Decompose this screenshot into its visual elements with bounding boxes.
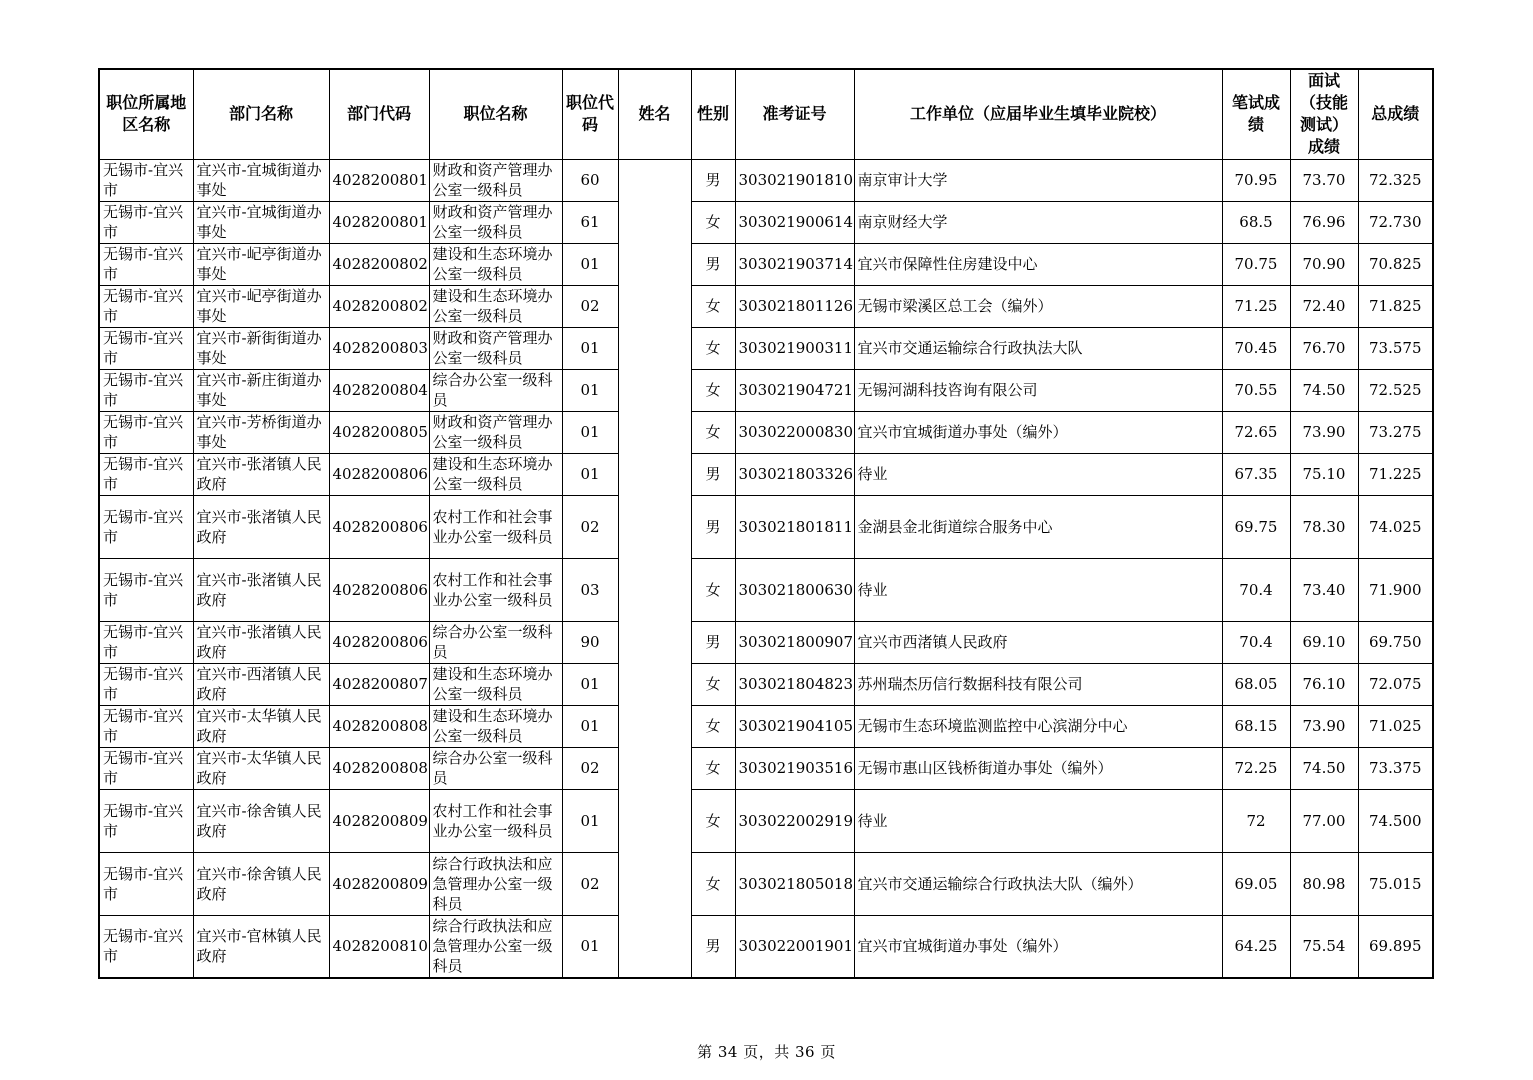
- cell-exam-no: 303022002919: [735, 789, 854, 852]
- cell-written: 64.25: [1222, 915, 1290, 978]
- cell-gender: 女: [691, 789, 735, 852]
- cell-total: 71.900: [1358, 558, 1433, 621]
- header-dept: 部门名称: [193, 69, 329, 159]
- cell-position: 综合行政执法和应急管理办公室一级科员: [429, 915, 562, 978]
- cell-interview: 70.90: [1290, 243, 1358, 285]
- table-row: [99, 705, 1433, 747]
- cell-gender: 女: [691, 201, 735, 243]
- table-row: [99, 453, 1433, 495]
- cell-total: 74.500: [1358, 789, 1433, 852]
- cell-region: 无锡市-宜兴市: [99, 705, 193, 747]
- cell-region: 无锡市-宜兴市: [99, 663, 193, 705]
- cell-employer: 无锡市梁溪区总工会（编外）: [854, 285, 1222, 327]
- cell-exam-no: 303021801811: [735, 495, 854, 558]
- cell-exam-no: 303021900311: [735, 327, 854, 369]
- cell-pos-code: 02: [562, 852, 618, 915]
- cell-pos-code: 03: [562, 558, 618, 621]
- cell-dept-code: 4028200805: [329, 411, 429, 453]
- cell-pos-code: 01: [562, 705, 618, 747]
- cell-position: 建设和生态环境办公室一级科员: [429, 453, 562, 495]
- cell-exam-no: 303022001901: [735, 915, 854, 978]
- cell-dept-code: 4028200809: [329, 852, 429, 915]
- cell-position: 综合行政执法和应急管理办公室一级科员: [429, 852, 562, 915]
- cell-dept-code: 4028200804: [329, 369, 429, 411]
- cell-region: 无锡市-宜兴市: [99, 285, 193, 327]
- table-row: [99, 327, 1433, 369]
- cell-pos-code: 02: [562, 747, 618, 789]
- cell-dept-code: 4028200808: [329, 705, 429, 747]
- cell-pos-code: 61: [562, 201, 618, 243]
- cell-dept: 宜兴市-太华镇人民政府: [193, 747, 329, 789]
- cell-written: 70.55: [1222, 369, 1290, 411]
- cell-region: 无锡市-宜兴市: [99, 558, 193, 621]
- cell-dept: 宜兴市-芳桥街道办事处: [193, 411, 329, 453]
- cell-total: 72.730: [1358, 201, 1433, 243]
- cell-dept: 宜兴市-屺亭街道办事处: [193, 243, 329, 285]
- cell-pos-code: 02: [562, 495, 618, 558]
- cell-employer: 无锡河湖科技咨询有限公司: [854, 369, 1222, 411]
- cell-region: 无锡市-宜兴市: [99, 243, 193, 285]
- cell-written: 68.15: [1222, 705, 1290, 747]
- cell-written: 67.35: [1222, 453, 1290, 495]
- cell-dept-code: 4028200801: [329, 159, 429, 201]
- cell-interview: 76.10: [1290, 663, 1358, 705]
- cell-pos-code: 01: [562, 789, 618, 852]
- cell-written: 69.05: [1222, 852, 1290, 915]
- cell-position: 财政和资产管理办公室一级科员: [429, 159, 562, 201]
- table-row: [99, 663, 1433, 705]
- cell-region: 无锡市-宜兴市: [99, 621, 193, 663]
- cell-dept-code: 4028200806: [329, 453, 429, 495]
- cell-employer: 待业: [854, 558, 1222, 621]
- cell-written: 72: [1222, 789, 1290, 852]
- cell-exam-no: 303021901810: [735, 159, 854, 201]
- cell-dept: 宜兴市-屺亭街道办事处: [193, 285, 329, 327]
- cell-position: 农村工作和社会事业办公室一级科员: [429, 558, 562, 621]
- header-row: [99, 69, 1433, 159]
- cell-exam-no: 303021803326: [735, 453, 854, 495]
- cell-total: 73.275: [1358, 411, 1433, 453]
- cell-total: 72.075: [1358, 663, 1433, 705]
- cell-position: 财政和资产管理办公室一级科员: [429, 327, 562, 369]
- cell-dept: 宜兴市-张渚镇人民政府: [193, 621, 329, 663]
- cell-employer: 南京审计大学: [854, 159, 1222, 201]
- cell-interview: 73.90: [1290, 705, 1358, 747]
- cell-dept-code: 4028200803: [329, 327, 429, 369]
- cell-interview: 74.50: [1290, 747, 1358, 789]
- results-table: [98, 68, 1434, 979]
- cell-position: 建设和生态环境办公室一级科员: [429, 705, 562, 747]
- table-row: [99, 852, 1433, 915]
- cell-exam-no: 303022000830: [735, 411, 854, 453]
- cell-exam-no: 303021804823: [735, 663, 854, 705]
- cell-exam-no: 303021904721: [735, 369, 854, 411]
- header-gender: 性别: [691, 69, 735, 159]
- cell-total: 71.025: [1358, 705, 1433, 747]
- cell-dept: 宜兴市-宜城街道办事处: [193, 201, 329, 243]
- cell-position: 建设和生态环境办公室一级科员: [429, 243, 562, 285]
- cell-total: 72.325: [1358, 159, 1433, 201]
- cell-pos-code: 01: [562, 453, 618, 495]
- table-row: [99, 558, 1433, 621]
- cell-written: 71.25: [1222, 285, 1290, 327]
- cell-employer: 宜兴市宜城街道办事处（编外）: [854, 915, 1222, 978]
- cell-region: 无锡市-宜兴市: [99, 369, 193, 411]
- cell-dept-code: 4028200806: [329, 558, 429, 621]
- cell-dept: 宜兴市-张渚镇人民政府: [193, 495, 329, 558]
- cell-interview: 77.00: [1290, 789, 1358, 852]
- cell-exam-no: 303021800907: [735, 621, 854, 663]
- cell-region: 无锡市-宜兴市: [99, 789, 193, 852]
- cell-total: 69.750: [1358, 621, 1433, 663]
- cell-total: 71.825: [1358, 285, 1433, 327]
- cell-region: 无锡市-宜兴市: [99, 201, 193, 243]
- cell-exam-no: 303021900614: [735, 201, 854, 243]
- table-row: [99, 201, 1433, 243]
- table-body: [99, 159, 1433, 978]
- cell-gender: 女: [691, 705, 735, 747]
- cell-region: 无锡市-宜兴市: [99, 495, 193, 558]
- cell-pos-code: 90: [562, 621, 618, 663]
- cell-interview: 69.10: [1290, 621, 1358, 663]
- cell-employer: 苏州瑞杰历信行数据科技有限公司: [854, 663, 1222, 705]
- header-written: 笔试成绩: [1222, 69, 1290, 159]
- cell-dept-code: 4028200806: [329, 495, 429, 558]
- cell-written: 70.45: [1222, 327, 1290, 369]
- cell-exam-no: 303021904105: [735, 705, 854, 747]
- cell-dept: 宜兴市-太华镇人民政府: [193, 705, 329, 747]
- cell-written: 70.4: [1222, 621, 1290, 663]
- cell-gender: 男: [691, 495, 735, 558]
- cell-position: 综合办公室一级科员: [429, 621, 562, 663]
- header-exam-no: 准考证号: [735, 69, 854, 159]
- cell-region: 无锡市-宜兴市: [99, 852, 193, 915]
- cell-written: 70.95: [1222, 159, 1290, 201]
- cell-dept-code: 4028200810: [329, 915, 429, 978]
- cell-dept: 宜兴市-新街街道办事处: [193, 327, 329, 369]
- cell-employer: 金湖县金北街道综合服务中心: [854, 495, 1222, 558]
- table-row: [99, 495, 1433, 558]
- cell-employer: 待业: [854, 453, 1222, 495]
- cell-total: 75.015: [1358, 852, 1433, 915]
- cell-total: 71.225: [1358, 453, 1433, 495]
- table-row: [99, 747, 1433, 789]
- cell-gender: 男: [691, 915, 735, 978]
- cell-interview: 73.90: [1290, 411, 1358, 453]
- cell-exam-no: 303021805018: [735, 852, 854, 915]
- cell-exam-no: 303021903714: [735, 243, 854, 285]
- cell-dept: 宜兴市-张渚镇人民政府: [193, 558, 329, 621]
- cell-dept-code: 4028200801: [329, 201, 429, 243]
- header-region: 职位所属地区名称: [99, 69, 193, 159]
- cell-interview: 78.30: [1290, 495, 1358, 558]
- cell-interview: 75.10: [1290, 453, 1358, 495]
- cell-interview: 72.40: [1290, 285, 1358, 327]
- cell-employer: 宜兴市交通运输综合行政执法大队: [854, 327, 1222, 369]
- table-row: [99, 411, 1433, 453]
- cell-pos-code: 01: [562, 663, 618, 705]
- cell-region: 无锡市-宜兴市: [99, 453, 193, 495]
- cell-dept-code: 4028200802: [329, 285, 429, 327]
- cell-dept: 宜兴市-官林镇人民政府: [193, 915, 329, 978]
- cell-region: 无锡市-宜兴市: [99, 747, 193, 789]
- cell-position: 财政和资产管理办公室一级科员: [429, 411, 562, 453]
- cell-interview: 76.96: [1290, 201, 1358, 243]
- cell-written: 68.05: [1222, 663, 1290, 705]
- cell-gender: 女: [691, 747, 735, 789]
- cell-total: 73.575: [1358, 327, 1433, 369]
- cell-interview: 74.50: [1290, 369, 1358, 411]
- cell-written: 72.65: [1222, 411, 1290, 453]
- cell-gender: 男: [691, 159, 735, 201]
- cell-total: 73.375: [1358, 747, 1433, 789]
- table-row: [99, 621, 1433, 663]
- cell-gender: 男: [691, 243, 735, 285]
- cell-gender: 女: [691, 285, 735, 327]
- cell-interview: 73.70: [1290, 159, 1358, 201]
- table-row: [99, 159, 1433, 201]
- header-total: 总成绩: [1358, 69, 1433, 159]
- cell-employer: 宜兴市西渚镇人民政府: [854, 621, 1222, 663]
- cell-dept-code: 4028200807: [329, 663, 429, 705]
- table-row: [99, 243, 1433, 285]
- header-employer: 工作单位（应届毕业生填毕业院校）: [854, 69, 1222, 159]
- cell-position: 财政和资产管理办公室一级科员: [429, 201, 562, 243]
- cell-dept-code: 4028200806: [329, 621, 429, 663]
- cell-employer: 无锡市惠山区钱桥街道办事处（编外）: [854, 747, 1222, 789]
- header-dept-code: 部门代码: [329, 69, 429, 159]
- cell-region: 无锡市-宜兴市: [99, 915, 193, 978]
- cell-region: 无锡市-宜兴市: [99, 411, 193, 453]
- cell-position: 建设和生态环境办公室一级科员: [429, 663, 562, 705]
- cell-dept-code: 4028200802: [329, 243, 429, 285]
- cell-written: 70.4: [1222, 558, 1290, 621]
- cell-interview: 73.40: [1290, 558, 1358, 621]
- cell-gender: 女: [691, 411, 735, 453]
- header-pos-code: 职位代码: [562, 69, 618, 159]
- cell-written: 69.75: [1222, 495, 1290, 558]
- header-interview: 面试（技能测试）成绩: [1290, 69, 1358, 159]
- cell-dept: 宜兴市-西渚镇人民政府: [193, 663, 329, 705]
- header-position: 职位名称: [429, 69, 562, 159]
- page-footer: 第 34 页，共 36 页: [697, 1043, 836, 1061]
- cell-total: 70.825: [1358, 243, 1433, 285]
- cell-written: 70.75: [1222, 243, 1290, 285]
- cell-dept: 宜兴市-宜城街道办事处: [193, 159, 329, 201]
- cell-written: 68.5: [1222, 201, 1290, 243]
- table-row: [99, 369, 1433, 411]
- cell-pos-code: 60: [562, 159, 618, 201]
- cell-gender: 男: [691, 453, 735, 495]
- table-row: [99, 285, 1433, 327]
- cell-total: 74.025: [1358, 495, 1433, 558]
- cell-gender: 男: [691, 621, 735, 663]
- cell-exam-no: 303021801126: [735, 285, 854, 327]
- cell-region: 无锡市-宜兴市: [99, 327, 193, 369]
- cell-position: 农村工作和社会事业办公室一级科员: [429, 495, 562, 558]
- cell-employer: 宜兴市交通运输综合行政执法大队（编外）: [854, 852, 1222, 915]
- table-row: [99, 789, 1433, 852]
- cell-position: 综合办公室一级科员: [429, 747, 562, 789]
- cell-dept-code: 4028200808: [329, 747, 429, 789]
- cell-gender: 女: [691, 327, 735, 369]
- cell-employer: 宜兴市保障性住房建设中心: [854, 243, 1222, 285]
- cell-exam-no: 303021800630: [735, 558, 854, 621]
- cell-position: 综合办公室一级科员: [429, 369, 562, 411]
- cell-gender: 女: [691, 369, 735, 411]
- cell-dept-code: 4028200809: [329, 789, 429, 852]
- cell-gender: 女: [691, 663, 735, 705]
- cell-interview: 76.70: [1290, 327, 1358, 369]
- cell-position: 农村工作和社会事业办公室一级科员: [429, 789, 562, 852]
- table-row: [99, 915, 1433, 978]
- cell-pos-code: 01: [562, 327, 618, 369]
- header-name: 姓名: [618, 69, 691, 159]
- cell-pos-code: 01: [562, 411, 618, 453]
- cell-employer: 待业: [854, 789, 1222, 852]
- cell-employer: 无锡市生态环境监测监控中心滨湖分中心: [854, 705, 1222, 747]
- cell-dept: 宜兴市-徐舍镇人民政府: [193, 789, 329, 852]
- cell-employer: 南京财经大学: [854, 201, 1222, 243]
- cell-dept: 宜兴市-徐舍镇人民政府: [193, 852, 329, 915]
- cell-exam-no: 303021903516: [735, 747, 854, 789]
- cell-written: 72.25: [1222, 747, 1290, 789]
- cell-position: 建设和生态环境办公室一级科员: [429, 285, 562, 327]
- cell-pos-code: 02: [562, 285, 618, 327]
- cell-pos-code: 01: [562, 915, 618, 978]
- cell-name-merged: [618, 159, 691, 978]
- cell-interview: 75.54: [1290, 915, 1358, 978]
- cell-dept: 宜兴市-张渚镇人民政府: [193, 453, 329, 495]
- cell-interview: 80.98: [1290, 852, 1358, 915]
- cell-pos-code: 01: [562, 369, 618, 411]
- cell-dept: 宜兴市-新庄街道办事处: [193, 369, 329, 411]
- cell-total: 69.895: [1358, 915, 1433, 978]
- cell-pos-code: 01: [562, 243, 618, 285]
- cell-gender: 女: [691, 558, 735, 621]
- cell-gender: 女: [691, 852, 735, 915]
- cell-total: 72.525: [1358, 369, 1433, 411]
- cell-employer: 宜兴市宜城街道办事处（编外）: [854, 411, 1222, 453]
- cell-region: 无锡市-宜兴市: [99, 159, 193, 201]
